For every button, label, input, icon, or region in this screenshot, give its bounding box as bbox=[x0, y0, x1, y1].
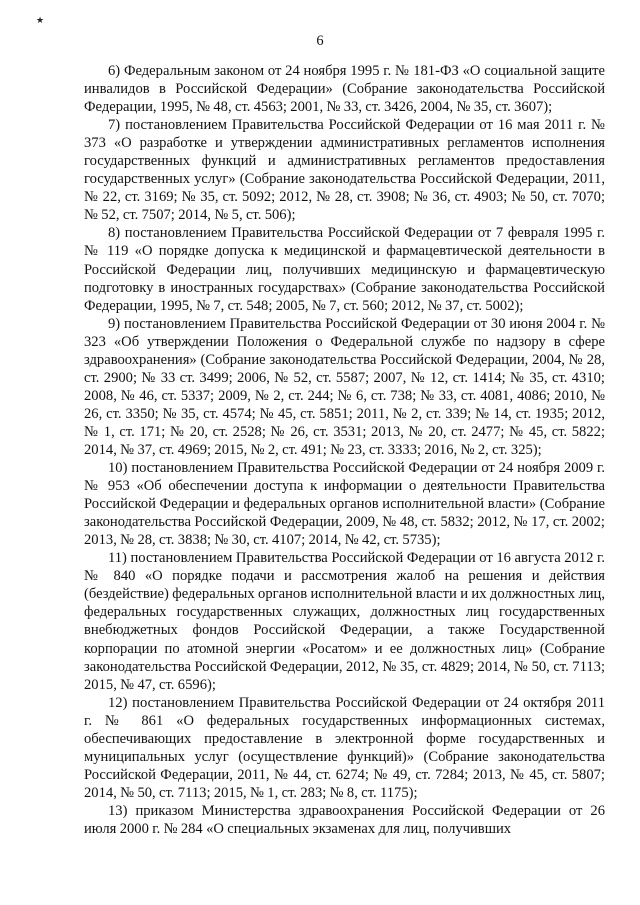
corner-mark: ★ bbox=[36, 15, 45, 25]
paragraph-item-6: 6) Федеральным законом от 24 ноября 1995 г. № 181-ФЗ «О социальной защите инвалидов в Российской Федерации» (Собрание законодательства Российской Федерации, 1995, № 48, ст. 4563; 2001, № 33, ст. 3426, 2004, № 35, ст. 3607); bbox=[84, 63, 605, 116]
page-number: 6 bbox=[316, 33, 324, 49]
paragraph-item-11: 11) постановлением Правительства Российской Федерации от 16 августа 2012 г. № 840 «О порядке подачи и рассмотрения жалоб на решения и действия (бездействие) федеральных органов исполнительной власти и их должностных лиц, федеральных государственных служащих, должностных лиц государственных внебюджетных фондов Российской Федерации, а также Государственной корпорации по атомной энергии «Росатом» и ее должностных лиц» (Собрание законодательства Российской Федерации, 2012, № 35, ст. 4829; 2014, № 50, ст. 7113; 2015, № 47, ст. 6596); bbox=[84, 550, 605, 693]
paragraph-item-7: 7) постановлением Правительства Российской Федерации от 16 мая 2011 г. № 373 «О разработке и утверждении административных регламентов исполнения государственных функций и административных регламентов предоставления государственных услуг» (Собрание законодательства Российской Федерации, 2011, № 22, ст. 3169; № 35, ст. 5092; 2012, № 28, ст. 3908; № 36, ст. 4903; № 50, ст. 7070; № 52, ст. 7507; 2014, № 5, ст. 506); bbox=[84, 117, 605, 224]
paragraph-item-9: 9) постановлением Правительства Российской Федерации от 30 июня 2004 г. № 323 «Об утверждении Положения о Федеральной службе по надзору в сфере здравоохранения» (Собрание законодательства Российской Федерации, 2004, № 28, ст. 2900; № 33 ст. 3499; 2006, № 52, ст. 5587; 2007, № 12, ст. 1414; № 35, ст. 4310; 2008, № 46, ст. 5337; 2009, № 2, ст. 244; № 6, ст. 738; № 33, ст. 4081, 4086; 2010, № 26, ст. 3350; № 35, ст. 4574; № 45, ст. 5851; 2011, № 2, ст. 339; № 14, ст. 1935; 2012, № 1, ст. 171; № 20, ст. 2528; № 26, ст. 3531; 2013, № 20, ст. 2477; № 45, ст. 5822; 2014, № 37, ст. 4969; 2015, № 2, ст. 491; № 23, ст. 3333; 2016, № 2, ст. 325); bbox=[84, 315, 605, 458]
paragraph-item-8: 8) постановлением Правительства Российской Федерации от 7 февраля 1995 г. № 119 «О порядке допуска к медицинской и фармацевтической деятельности в Российской Федерации лиц, получивших медицинскую и фармацевтическую подготовку в иностранных государствах» (Собрание законодательства Российской Федерации, 1995, № 7, ст. 548; 2005, № 7, ст. 560; 2012, № 37, ст. 5002); bbox=[84, 225, 605, 314]
paragraph-item-13: 13) приказом Министерства здравоохранения Российской Федерации от 26 июля 2000 г. № 284 «О специальных экзаменах для лиц, получивших bbox=[84, 802, 605, 837]
paragraph-item-12: 12) постановлением Правительства Российской Федерации от 24 октября 2011 г. № 861 «О федеральных государственных информационных системах, обеспечивающих предоставление в электронной форме государственных и муниципальных услуг (осуществление функций)» (Собрание законодательства Российской Федерации, 2011, № 44, ст. 6274; № 49, ст. 7284; 2013, № 45, ст. 5807; 2014, № 50, ст. 7113; 2015, № 1, ст. 283; № 8, ст. 1175); bbox=[84, 694, 605, 801]
document-body bbox=[84, 62, 605, 838]
paragraph-item-10: 10) постановлением Правительства Российской Федерации от 24 ноября 2009 г. № 953 «Об обеспечении доступа к информации о деятельности Правительства Российской Федерации и федеральных органов исполнительной власти» (Собрание законодательства Российской Федерации, 2009, № 48, ст. 5832; 2012, № 17, ст. 2002; 2013, № 28, ст. 3838; № 30, ст. 4107; 2014, № 42, ст. 5735); bbox=[84, 460, 605, 549]
